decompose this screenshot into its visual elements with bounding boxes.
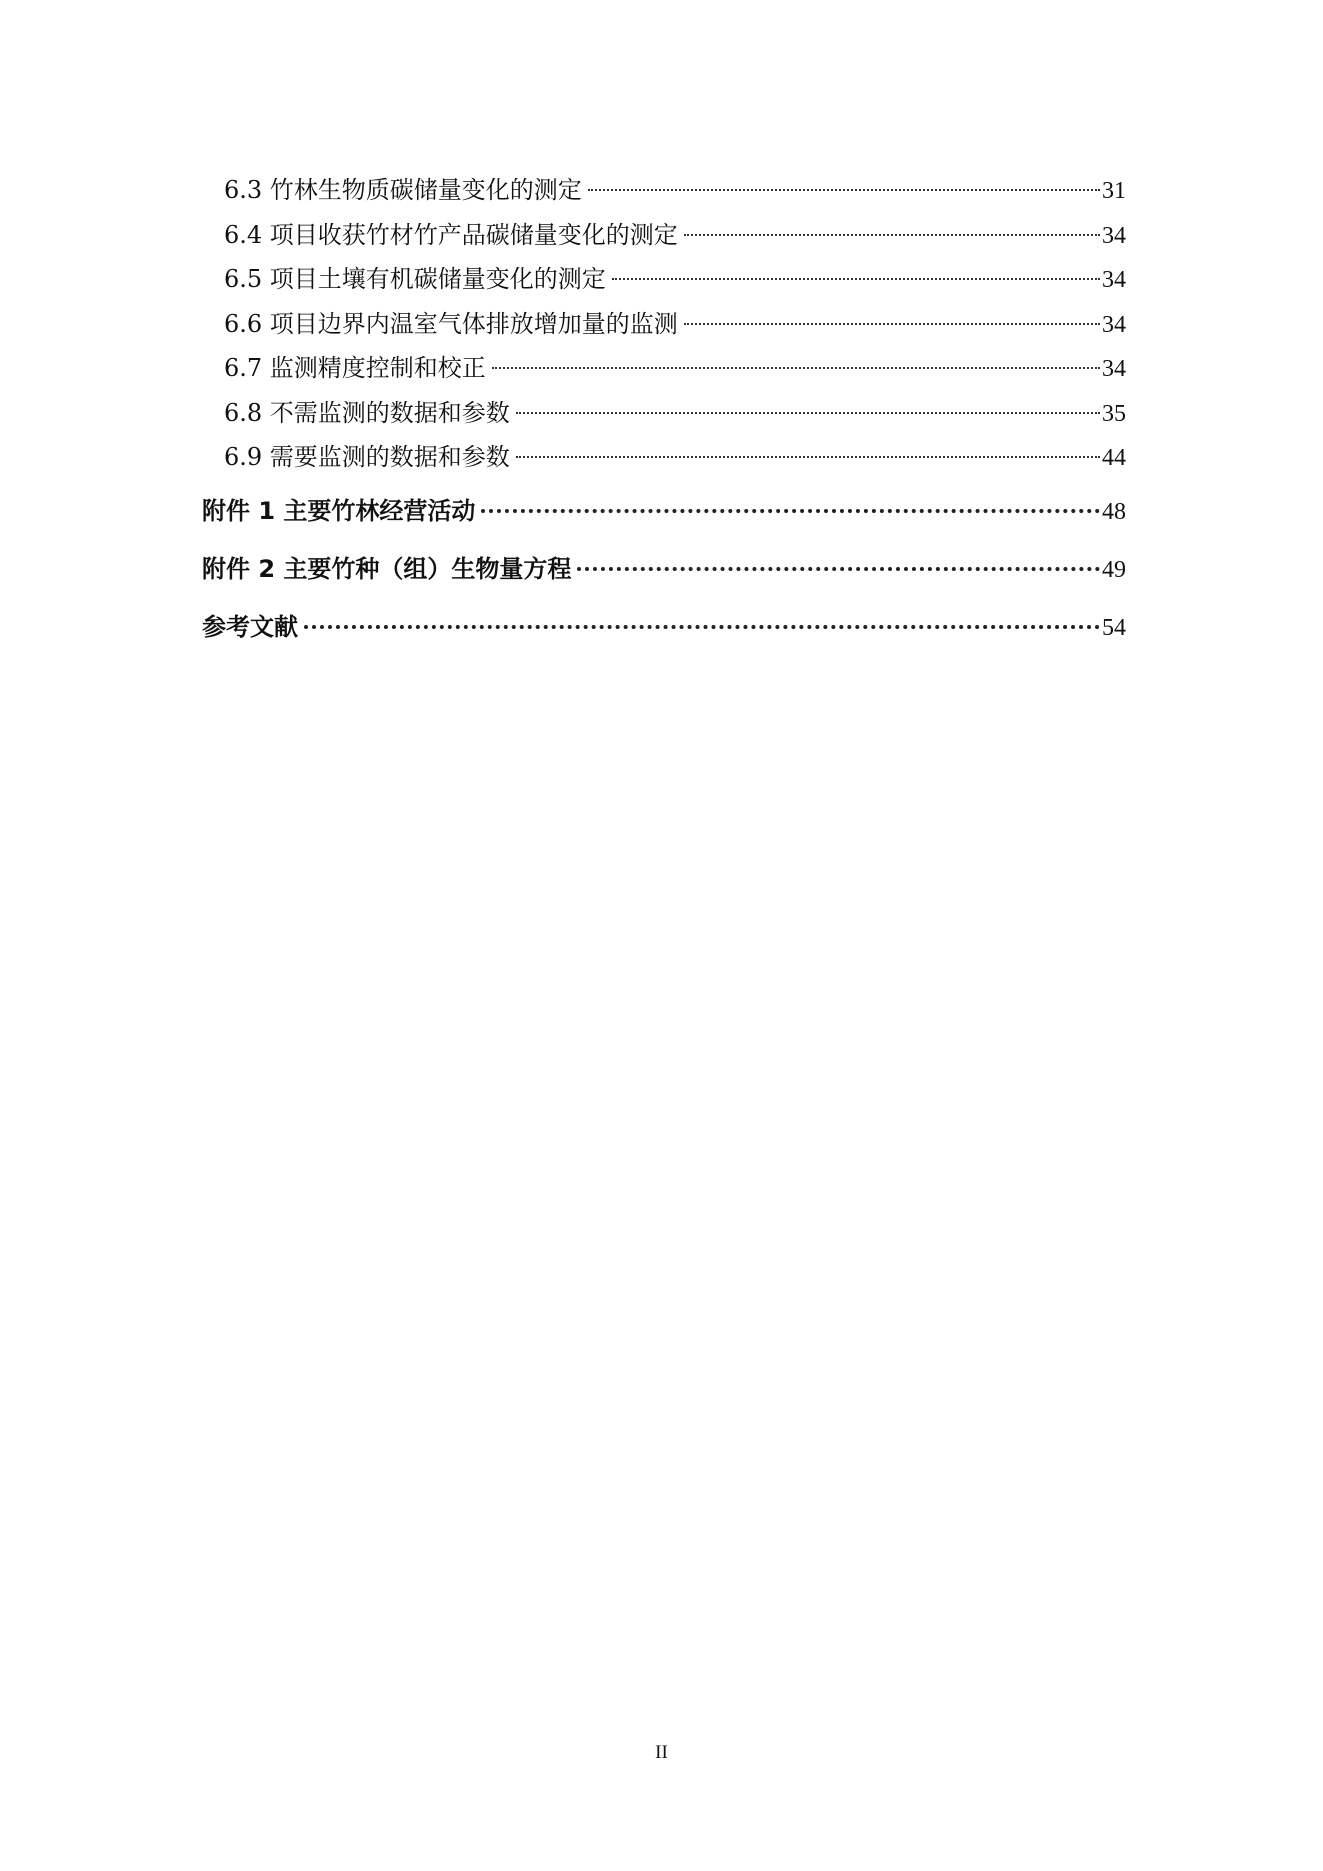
toc-entry-title: 6.4 项目收获竹材竹产品碳储量变化的测定 [224, 220, 678, 249]
toc-entry-page: 48 [1102, 498, 1126, 525]
toc-entry-appendix-2[interactable] [202, 540, 1126, 598]
page-number: II [655, 1742, 668, 1763]
toc-entry-page: 34 [1102, 311, 1126, 338]
toc-entry-title: 附件 1 主要竹林经营活动 [202, 496, 476, 525]
toc-entry-page: 49 [1102, 556, 1126, 583]
toc-entry-appendix-1[interactable] [202, 482, 1126, 540]
toc-entry-page: 54 [1102, 614, 1126, 641]
toc-entry-6-3[interactable] [202, 168, 1126, 213]
toc-entry-title: 6.8 不需监测的数据和参数 [224, 398, 510, 427]
toc-entry-title: 参考文献 [202, 612, 298, 641]
toc-entry-page: 34 [1102, 267, 1126, 293]
toc-dot-leader [481, 490, 1100, 519]
toc-entry-title: 6.7 监测精度控制和校正 [224, 354, 486, 382]
toc-dot-leader [588, 169, 1100, 198]
toc-entry-6-9[interactable] [202, 435, 1126, 480]
toc-entry-page: 35 [1102, 400, 1126, 427]
toc-dot-leader [684, 214, 1100, 243]
toc-entry-page: 34 [1102, 222, 1126, 249]
toc-entry-title: 6.6 项目边界内温室气体排放增加量的监测 [224, 309, 678, 338]
toc-dot-leader [612, 258, 1100, 287]
toc-dot-leader [492, 347, 1100, 376]
toc-entry-title: 6.9 需要监测的数据和参数 [224, 443, 510, 471]
toc-entry-title: 6.5 项目土壤有机碳储量变化的测定 [224, 265, 606, 293]
toc-entry-6-7[interactable] [202, 346, 1126, 391]
toc-entry-6-8[interactable] [202, 391, 1126, 436]
toc-entry-title: 附件 2 主要竹种（组）生物量方程 [202, 554, 572, 583]
toc-entry-6-6[interactable] [202, 302, 1126, 347]
toc-dot-leader [516, 436, 1100, 465]
toc-dot-leader [516, 392, 1100, 421]
toc-dot-leader [684, 303, 1100, 332]
toc-entry-title: 6.3 竹林生物质碳储量变化的测定 [224, 176, 582, 204]
toc-dot-leader [577, 548, 1100, 577]
toc-entry-page: 44 [1102, 445, 1126, 471]
toc-entry-6-5[interactable] [202, 257, 1126, 302]
toc-dot-leader [304, 606, 1100, 635]
toc-entry-references[interactable] [202, 598, 1126, 656]
toc-entry-6-4[interactable] [202, 213, 1126, 258]
toc-entry-page: 31 [1102, 178, 1126, 204]
table-of-contents [202, 168, 1126, 656]
toc-entry-page: 34 [1102, 356, 1126, 382]
